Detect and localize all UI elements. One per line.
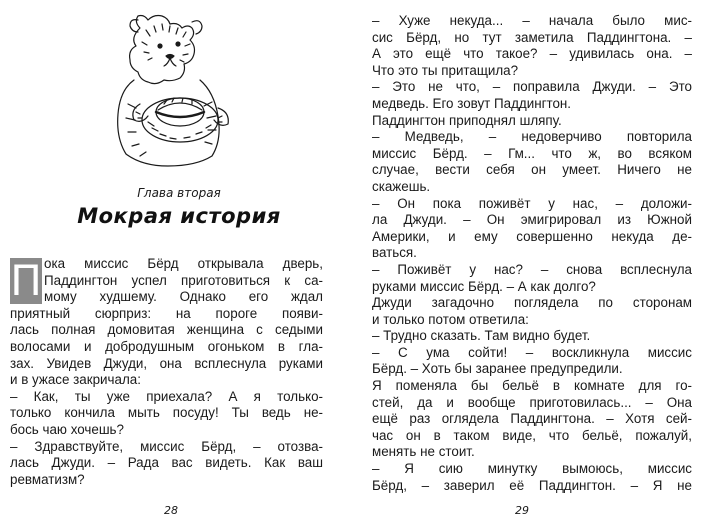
text-line: – Поживёт у нас? – снова всплеснула (372, 261, 692, 277)
text-line: – Я сию минутку вымоюсь, миссис (372, 461, 692, 477)
text-line: Бёрд, – заверил её Паддингтон. – Я не (372, 477, 692, 493)
text-line: Паддингтон приподнял шляпу. (372, 112, 562, 128)
right-page-text (372, 13, 692, 494)
text-line: сис Бёрд, но тут заметила Паддингтона. – (372, 29, 692, 45)
drop-cap: П (10, 256, 42, 305)
text-line: ревматизм? (10, 471, 85, 487)
text-line: бось чаю хочешь? (10, 421, 124, 437)
text-line: ещё раз оглядела Паддингтона. – Хотя сей- (372, 411, 692, 427)
text-line: только кончила мыть посуду! Ты ведь не- (10, 405, 323, 421)
text-line: миссис Бёрд. – Гм... что ж, во всяком (372, 145, 692, 161)
text-line: менять не стоит. (372, 444, 475, 460)
page-number: 29 (515, 504, 529, 517)
text-line: – Трудно сказать. Там видно будет. (372, 328, 591, 344)
text-line: – Это не что, – поправила Джуди. – Это (372, 79, 692, 95)
text-line: лась Джуди. – Рада вас видеть. Как ваш (10, 455, 323, 471)
bear-with-hat-illustration (100, 8, 250, 168)
text-line: мому худшему. Однако его ждал (44, 289, 323, 305)
text-line: Я поменяла бы бельё в комнате для го- (372, 378, 692, 394)
chapter-label: Глава вторая (137, 186, 221, 200)
text-line: волосами и добродушным огоньком в гла- (10, 338, 323, 354)
text-line: – Медведь, – недоверчиво повторила (372, 129, 692, 145)
text-line: – Он пока поживёт у нас, – доложи- (372, 195, 692, 211)
text-line: Бёрд. – Хоть бы заранее предупредили. (372, 361, 623, 377)
left-page-text (10, 256, 323, 488)
text-line: и только потом ответила: (372, 311, 529, 327)
text-line: ваться. (372, 245, 417, 261)
text-line: зах. Увидев Джуди, она всплеснула руками (10, 355, 323, 371)
chapter-title: Мокрая история (77, 204, 281, 228)
text-line: час он в таком виде, что бельё, пожалуй, (372, 427, 692, 443)
right-page (358, 0, 716, 524)
text-line: – Здравствуйте, миссис Бёрд, – отозва- (10, 438, 323, 454)
text-line: руками миссис Бёрд. – А как долго? (372, 278, 596, 294)
text-line: ла Джуди. – Он эмигрировал из Южной (372, 212, 692, 228)
text-line: стей, да и вообще приготовилась... – Она (372, 394, 692, 410)
text-line: – Хуже некуда... – начала было мис- (372, 13, 692, 28)
text-line: – Как, ты уже приехала? А я только- (10, 388, 323, 404)
text-line: А это ещё что такое? – удивилась она. – (372, 46, 692, 62)
text-line: случае, вести себя он умеет. Ничего не (372, 162, 692, 178)
page-number: 28 (164, 504, 178, 517)
text-line: Джуди загадочно поглядела по сторонам (372, 295, 692, 311)
text-line: приятный сюрприз: на пороге появи- (10, 305, 323, 321)
text-line: скажешь. (372, 178, 431, 194)
text-line: Паддингтон успел приготовиться к са- (44, 272, 323, 288)
text-line: и в ужасе закричала: (10, 372, 141, 388)
text-line: медведь. Его зовут Паддингтон. (372, 95, 572, 111)
text-line: лась полная домовитая женщина с седыми (10, 322, 323, 338)
text-line: Америки, и ему совершенно некуда де- (372, 228, 692, 244)
text-line: Что это ты притащила? (372, 62, 519, 78)
text-line: – С ума сойти! – воскликнула миссис (372, 344, 692, 360)
text-line: ока миссис Бёрд открывала дверь, (44, 256, 323, 271)
